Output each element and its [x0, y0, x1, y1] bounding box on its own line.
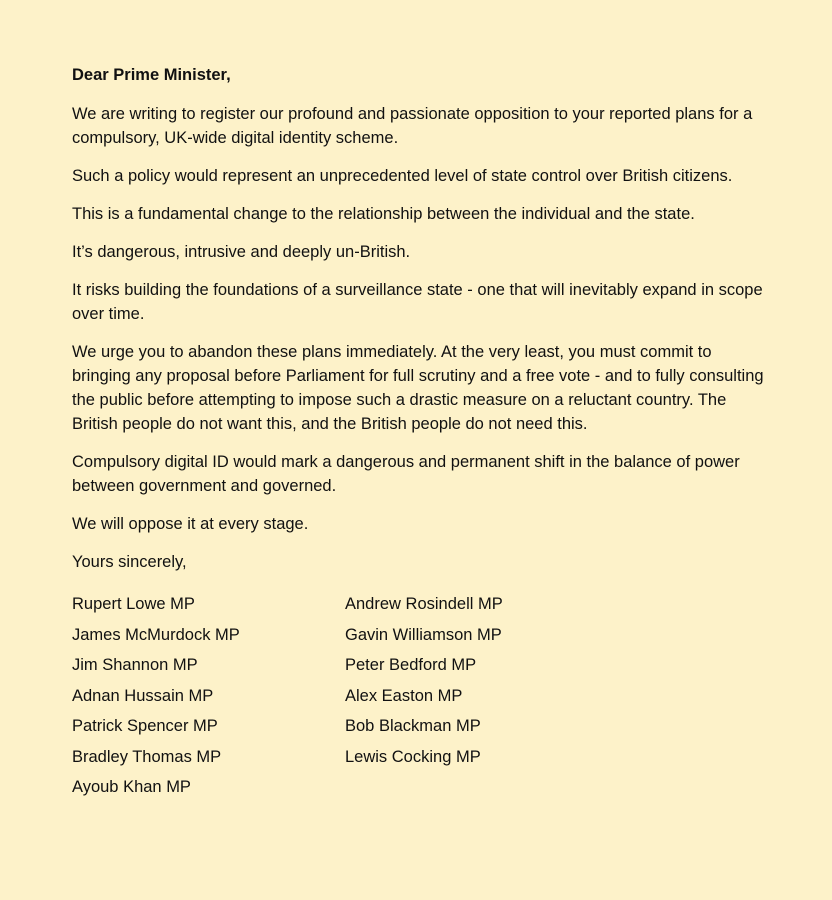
signatory-name: Bradley Thomas MP: [72, 747, 222, 766]
letter-paragraph: Such a policy would represent an unprecedented level of state control over British citizens.: [72, 167, 733, 185]
signatory-name: James McMurdock MP: [72, 625, 240, 644]
letter-body: [72, 102, 832, 536]
letter-paragraph: This is a fundamental change to the relationship between the individual and the state.: [72, 205, 695, 223]
signatory-name: Lewis Cocking MP: [345, 747, 481, 766]
letter-paragraph: We urge you to abandon these plans immediately. At the very least, you must commit to bringing any proposal before Parliament for full scrutiny and a free vote - and to fully consulting the public before attempting to impose such a drastic measure on a reluctant country. The British people do not want this, and the British people do not need this.: [72, 343, 764, 433]
signatory-name: Adnan Hussain MP: [72, 686, 214, 705]
signatories: [72, 592, 832, 806]
signatories-left-column: [72, 592, 345, 806]
letter-paragraph: We are writing to register our profound and passionate opposition to your reported plans for a compulsory, UK-wide digital identity scheme.: [72, 105, 753, 147]
signatory-name: Alex Easton MP: [345, 686, 463, 705]
letter-paragraph: We will oppose it at every stage.: [72, 515, 309, 533]
letter-greeting: Dear Prime Minister,: [72, 66, 231, 84]
signatory-name: Andrew Rosindell MP: [345, 595, 503, 613]
signatory-name: Gavin Williamson MP: [345, 625, 502, 644]
signatory-name: Bob Blackman MP: [345, 717, 481, 735]
letter-paragraph: It risks building the foundations of a surveillance state - one that will inevitably expand in scope over time.: [72, 281, 763, 323]
signatory-name: Rupert Lowe MP: [72, 595, 195, 613]
signatory-name: Patrick Spencer MP: [72, 717, 218, 735]
signatory-name: Ayoub Khan MP: [72, 778, 191, 796]
signatories-right-column: [345, 592, 503, 806]
signatory-name: Peter Bedford MP: [345, 656, 477, 674]
letter-closing: Yours sincerely,: [72, 553, 187, 571]
signatory-name: Jim Shannon MP: [72, 656, 198, 674]
letter-paragraph: It’s dangerous, intrusive and deeply un-British.: [72, 243, 411, 261]
letter-paragraph: Compulsory digital ID would mark a dangerous and permanent shift in the balance of power between government and governed.: [72, 453, 740, 495]
